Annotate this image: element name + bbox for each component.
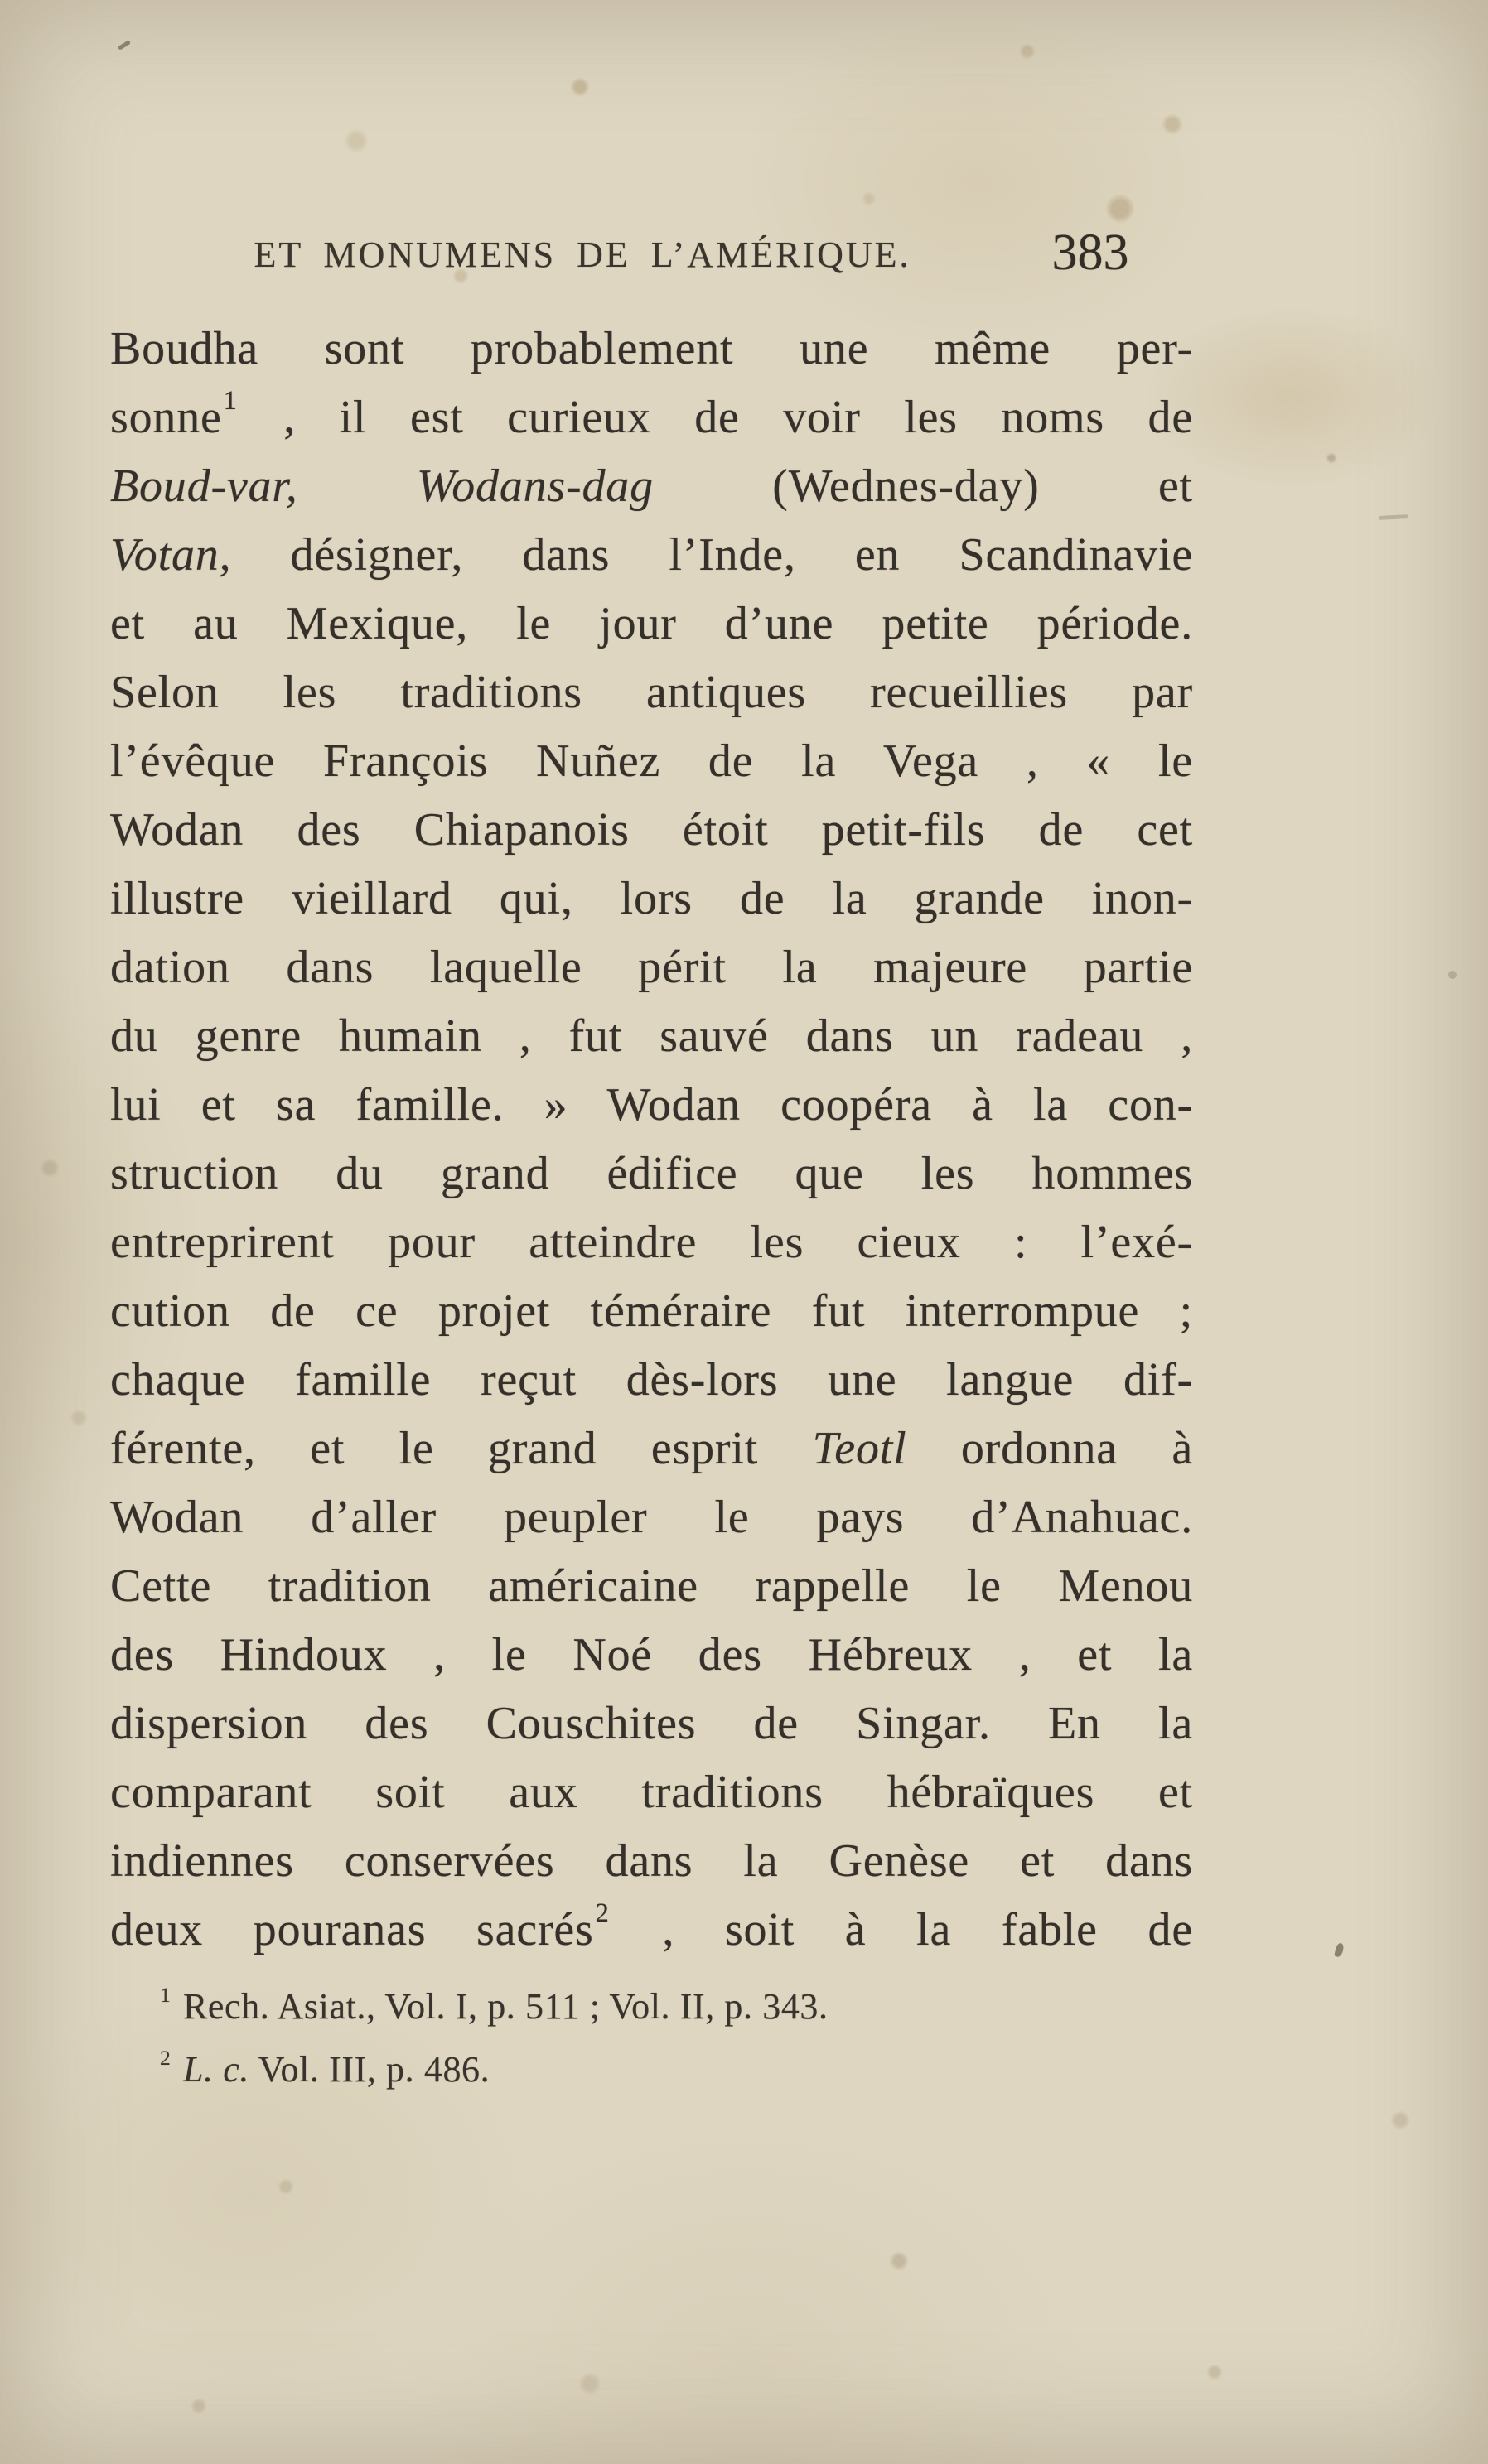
body-line: du genre humain , fut sauvé dans un radeau , [110,1010,1193,1062]
footnote-line: $^2$ L. c. Vol. III, p. 486. [160,2046,490,2090]
running-header-title: ET MONUMENS DE L’AMÉRIQUE. [254,234,911,275]
body-line: et au Mexique, le jour d’une petite période. [110,598,1193,649]
body-text [110,315,1193,1965]
footnotes [110,1975,1193,2101]
body-line: comparant soit aux traditions hébraïques et [110,1767,1193,1818]
body-line: Votan, désigner, dans l’Inde, en Scandinavie [110,529,1193,581]
body-line: deux pouranas sacrés$^2$ , soit à la fable de [110,1898,1193,1955]
ink-speck [1379,514,1408,520]
ink-speck [1448,971,1457,979]
body-line: l’évêque François Nuñez de la Vega , « le [110,735,1193,787]
body-line: Wodan des Chiapanois étoit petit-fils de cet [110,804,1193,856]
body-line: cution de ce projet téméraire fut interrompue ; [110,1285,1193,1337]
body-line: Wodan d’aller peupler le pays d’Anahuac. [110,1492,1193,1543]
body-line: des Hindoux , le Noé des Hébreux , et la [110,1629,1193,1680]
body-line: struction du grand édifice que les hommes [110,1148,1193,1199]
body-line: Cette tradition américaine rappelle le Menou [110,1560,1193,1612]
ink-speck [1334,1942,1345,1958]
body-line: entreprirent pour atteindre les cieux : l’exé- [110,1217,1193,1268]
page-number: 383 [1051,224,1129,281]
footnote-line: $^1$ Rech. Asiat., Vol. I, p. 511 ; Vol. II, p. 343. [160,1983,829,2027]
body-line: Boudha sont probablement une même per- [110,323,1193,374]
body-line: chaque famille reçut dès-lors une langue dif- [110,1354,1193,1406]
body-line: dation dans laquelle périt la majeure partie [110,942,1193,993]
body-line: sonne$^1$ , il est curieux de voir les noms de [110,386,1193,443]
body-line: Boud-var, Wodans-dag (Wednes-day) et [110,460,1194,512]
body-line: dispersion des Couschites de Singar. En la [110,1698,1193,1749]
body-line: illustre vieillard qui, lors de la grande inon- [110,873,1193,924]
body-line: Selon les traditions antiques recueillies par [110,667,1193,718]
body-line: férente, et le grand esprit Teotl ordonna à [110,1423,1193,1474]
ink-speck [118,40,131,51]
running-header [110,224,1193,290]
body-line: indiennes conservées dans la Genèse et dans [110,1835,1193,1887]
body-line: lui et sa famille. » Wodan coopéra à la con- [110,1079,1193,1131]
